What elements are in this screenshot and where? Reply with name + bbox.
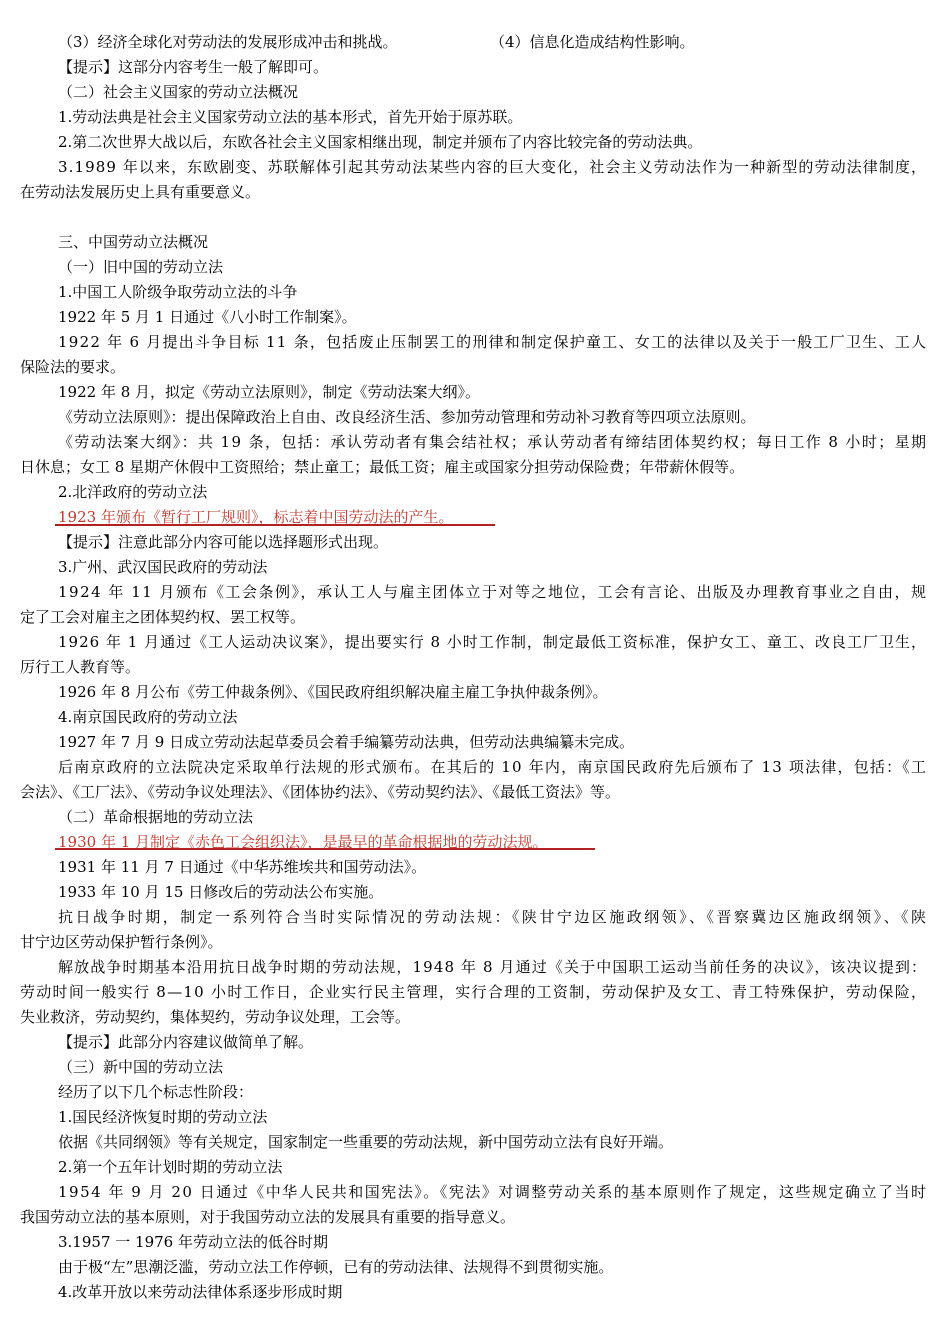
- paragraph-text: 1.国民经济恢复时期的劳动立法: [58, 1108, 268, 1126]
- paragraph-text: 【提示】此部分内容建议做简单了解。: [58, 1033, 314, 1051]
- paragraph-text: 1926 年 1 月通过《工人运动决议案》，提出要实行 8 小时工作制，制定最低工资标准，保护女工、童工、改良工厂卫生，: [58, 633, 928, 651]
- paragraph-text: 1931 年 11 月 7 日通过《中华苏维埃共和国劳动法》。: [58, 858, 427, 876]
- paragraph-text: 1922 年 5 月 1 日通过《八小时工作制案》。: [58, 308, 357, 326]
- paragraph-text: 1922 年 8 月，拟定《劳动立法原则》，制定《劳动法案大纲》。: [58, 383, 481, 401]
- paragraph-text: 抗日战争时期，制定一系列符合当时实际情况的劳动法规：《陕甘宁边区施政纲领》、《晋察冀边区施政纲领》、《陕: [58, 908, 929, 926]
- paragraph-text: 1933 年 10 月 15 日修改后的劳动法公布实施。: [58, 883, 384, 901]
- highlighted-paragraph: 1923 年颁布《暂行工厂规则》，标志着中国劳动法的产生。: [58, 508, 454, 526]
- paragraph-text: 定了工会对雇主之团体契约权、罢工权等。: [20, 608, 306, 626]
- paragraph-text: 依据《共同纲领》等有关规定，国家制定一些重要的劳动法规，新中国劳动立法有良好开端。: [58, 1133, 674, 1151]
- paragraph-text: 2.第一个五年计划时期的劳动立法: [58, 1158, 283, 1176]
- paragraph-text: 在劳动法发展历史上具有重要意义。: [20, 183, 261, 201]
- paragraph-text: 1924 年 11 月颁布《工会条例》，承认工人与雇主团体立于对等之地位，工会有言论、出版及办理教育事业之自由，规: [58, 583, 928, 601]
- paragraph-text: （二）社会主义国家的劳动立法概况: [58, 83, 299, 101]
- paragraph-text: 劳动时间一般实行 8—10 小时工作日，企业实行民主管理，实行合理的工资制，劳动保护及女工、青工特殊保护，劳动保险，: [20, 983, 928, 1001]
- paragraph-text: 后南京政府的立法院决定采取单行法规的形式颁布。在其后的 10 年内，南京国民政府先后颁布了 13 项法律，包括：《工: [58, 758, 928, 776]
- paragraph-text: 我国劳动立法的基本原则，对于我国劳动立法的发展具有重要的指导意义。: [20, 1208, 516, 1226]
- paragraph-text: 1954 年 9 月 20 日通过《中华人民共和国宪法》。《宪法》对调整劳动关系的基本原则作了规定，这些规定确立了当时: [58, 1183, 928, 1201]
- paragraph-text: 3.广州、武汉国民政府的劳动法: [58, 558, 268, 576]
- paragraph-text: 4.南京国民政府的劳动立法: [58, 708, 238, 726]
- paragraph-text: （3）经济全球化对劳动法的发展形成冲击和挑战。: [58, 33, 398, 51]
- paragraph-text: 经历了以下几个标志性阶段：: [58, 1083, 254, 1101]
- red-underline: [55, 848, 595, 850]
- paragraph-text: 日休息；女工 8 星期产休假中工资照给；禁止童工；最低工资；雇主或国家分担劳动保险费；年带薪休假等。: [20, 458, 745, 476]
- paragraph-text: 1.中国工人阶级争取劳动立法的斗争: [58, 283, 298, 301]
- paragraph-text: 1922 年 6 月提出斗争目标 11 条，包括废止压制罢工的刑律和制定保护童工、女工的法律以及关于一般工厂卫生、工人: [58, 333, 928, 351]
- paragraph-text: 【提示】注意此部分内容可能以选择题形式出现。: [58, 533, 389, 551]
- paragraph-text: 厉行工人教育等。: [20, 658, 141, 676]
- paragraph-text: 1926 年 8 月公布《劳工仲裁条例》、《国民政府组织解决雇主雇工争执仲裁条例》。: [58, 683, 608, 701]
- paragraph-text: （一）旧中国的劳动立法: [58, 258, 224, 276]
- paragraph-text: 三、中国劳动立法概况: [58, 233, 209, 251]
- paragraph-text: 解放战争时期基本沿用抗日战争时期的劳动法规，1948 年 8 月通过《关于中国职工运动当前任务的决议》，该决议提到：: [58, 958, 928, 976]
- paragraph-text: 3.1989 年以来，东欧剧变、苏联解体引起其劳动法某些内容的巨大变化，社会主义劳动法作为一种新型的劳动法律制度，: [58, 158, 928, 176]
- paragraph-text: 2.北洋政府的劳动立法: [58, 483, 208, 501]
- paragraph-text: 会法》、《工厂法》、《劳动争议处理法》、《团体协约法》、《劳动契约法》、《最低工资法》等。: [20, 783, 621, 801]
- paragraph-text: 【提示】这部分内容考生一般了解即可。: [58, 58, 329, 76]
- red-underline: [55, 524, 495, 526]
- paragraph-text: （4）信息化造成结构性影响。: [490, 33, 695, 51]
- paragraph-text: 保险法的要求。: [20, 358, 126, 376]
- paragraph-text: 由于极“左”思潮泛滥，劳动立法工作停顿，已有的劳动法律、法规得不到贯彻实施。: [58, 1258, 614, 1276]
- paragraph-text: 1927 年 7 月 9 日成立劳动法起草委员会着手编纂劳动法典，但劳动法典编纂未完成。: [58, 733, 635, 751]
- paragraph-text: 《劳动立法原则》：提出保障政治上自由、改良经济生活、参加劳动管理和劳动补习教育等四项立法原则。: [58, 408, 756, 426]
- paragraph-text: 1.劳动法典是社会主义国家劳动立法的基本形式，首先开始于原苏联。: [58, 108, 523, 126]
- paragraph-text: 2.第二次世界大战以后，东欧各社会主义国家相继出现，制定并颁布了内容比较完备的劳动法典。: [58, 133, 703, 151]
- paragraph-text: （三）新中国的劳动立法: [58, 1058, 224, 1076]
- highlighted-paragraph: 1930 年 1 月制定《赤色工会组织法》，是最早的革命根据地的劳动法规。: [58, 833, 548, 851]
- paragraph-text: 3.1957 一 1976 年劳动立法的低谷时期: [58, 1233, 328, 1251]
- paragraph-text: 失业救济，劳动契约，集体契约，劳动争议处理，工会等。: [20, 1008, 411, 1026]
- paragraph-text: 甘宁边区劳动保护暂行条例》。: [20, 933, 223, 951]
- paragraph-text: 《劳动法案大纲》：共 19 条，包括：承认劳动者有集会结社权；承认劳动者有缔结团体契约权；每日工作 8 小时；星期: [58, 433, 928, 451]
- paragraph-text: 4.改革开放以来劳动法律体系逐步形成时期: [58, 1283, 343, 1301]
- paragraph-text: （二）革命根据地的劳动立法: [58, 808, 254, 826]
